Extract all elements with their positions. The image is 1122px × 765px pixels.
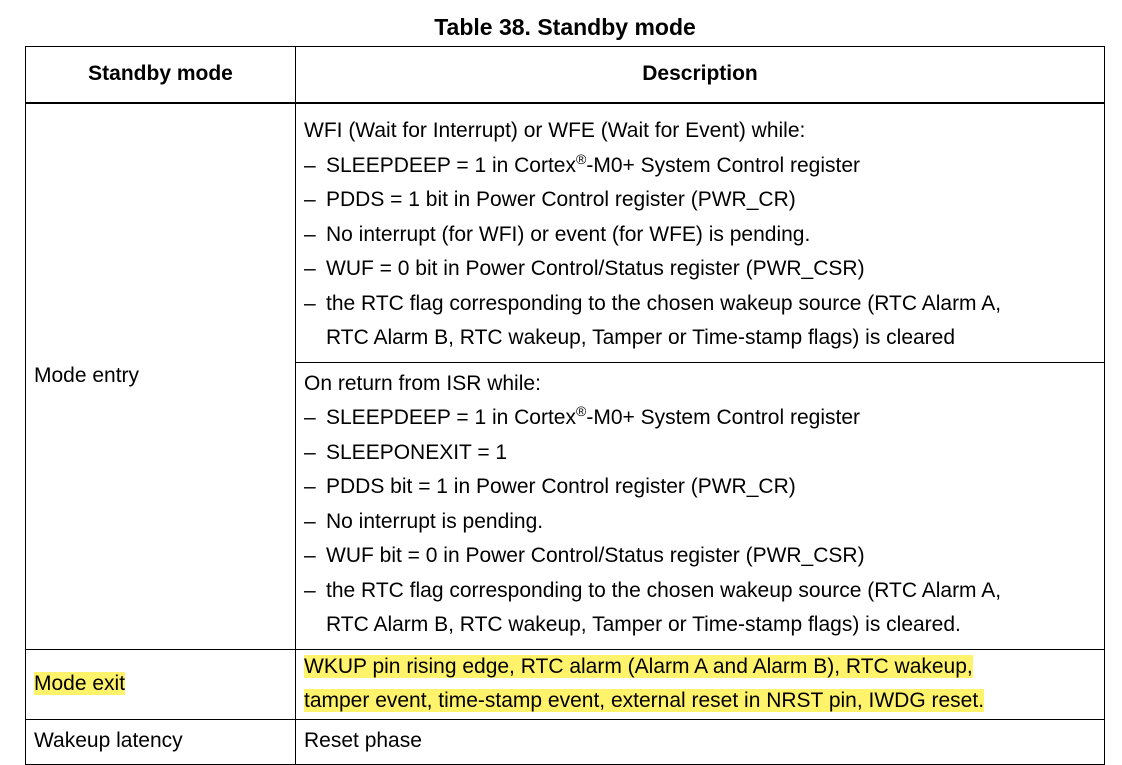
- list-item: – SLEEPONEXIT = 1: [304, 440, 508, 464]
- mode-exit-desc-line: tamper event, time-stamp event, external reset in NRST pin, IWDG reset.: [304, 689, 985, 712]
- isr-intro: On return from ISR while:: [304, 371, 541, 395]
- wakeup-latency-label: Wakeup latency: [26, 719, 296, 764]
- mode-entry-label: Mode entry: [26, 103, 296, 649]
- list-item: – the RTC flag corresponding to the chosen wakeup source (RTC Alarm A, RTC Alarm B, RTC wakeup, Tamper or Time-stamp flags) is cleared: [304, 291, 1002, 349]
- wfi-intro: WFI (Wait for Interrupt) or WFE (Wait for Event) while:: [304, 119, 806, 142]
- standby-mode-table: [25, 46, 1105, 765]
- list-item: – No interrupt is pending.: [304, 509, 544, 533]
- header-description: Description: [296, 47, 1105, 104]
- wakeup-latency-description: Reset phase: [296, 719, 1105, 764]
- mode-entry-isr-description: [296, 362, 1105, 649]
- list-item: – WUF bit = 0 in Power Control/Status register (PWR_CSR): [304, 544, 865, 567]
- mode-exit-label: Mode exit: [34, 671, 126, 695]
- list-item: – SLEEPDEEP = 1 in Cortex®-M0+ System Control register: [304, 403, 860, 429]
- list-item: – PDDS bit = 1 in Power Control register (PWR_CR): [304, 475, 796, 498]
- list-item: – the RTC flag corresponding to the chosen wakeup source (RTC Alarm A, RTC Alarm B, RTC wakeup, Tamper or Time-stamp flags) is cleared.: [304, 578, 1002, 636]
- table-row: [26, 719, 1105, 764]
- list-item: – SLEEPDEEP = 1 in Cortex®-M0+ System Control register: [304, 150, 860, 177]
- header-row: [26, 47, 1105, 104]
- list-item: – WUF = 0 bit in Power Control/Status register (PWR_CSR): [304, 257, 865, 280]
- mode-entry-wfi-description: [296, 103, 1105, 362]
- table-caption: Table 38. Standby mode: [434, 14, 696, 40]
- list-item: – No interrupt (for WFI) or event (for WFE) is pending.: [304, 222, 811, 246]
- mode-exit-desc-line: WKUP pin rising edge, RTC alarm (Alarm A and Alarm B), RTC wakeup,: [304, 654, 973, 678]
- mode-exit-label-cell: [26, 649, 296, 719]
- list-item: – PDDS = 1 bit in Power Control register (PWR_CR): [304, 188, 796, 211]
- header-standby-mode: Standby mode: [26, 47, 296, 104]
- table-row: [26, 103, 1105, 362]
- table-row: [26, 649, 1105, 719]
- mode-exit-description: [296, 649, 1105, 719]
